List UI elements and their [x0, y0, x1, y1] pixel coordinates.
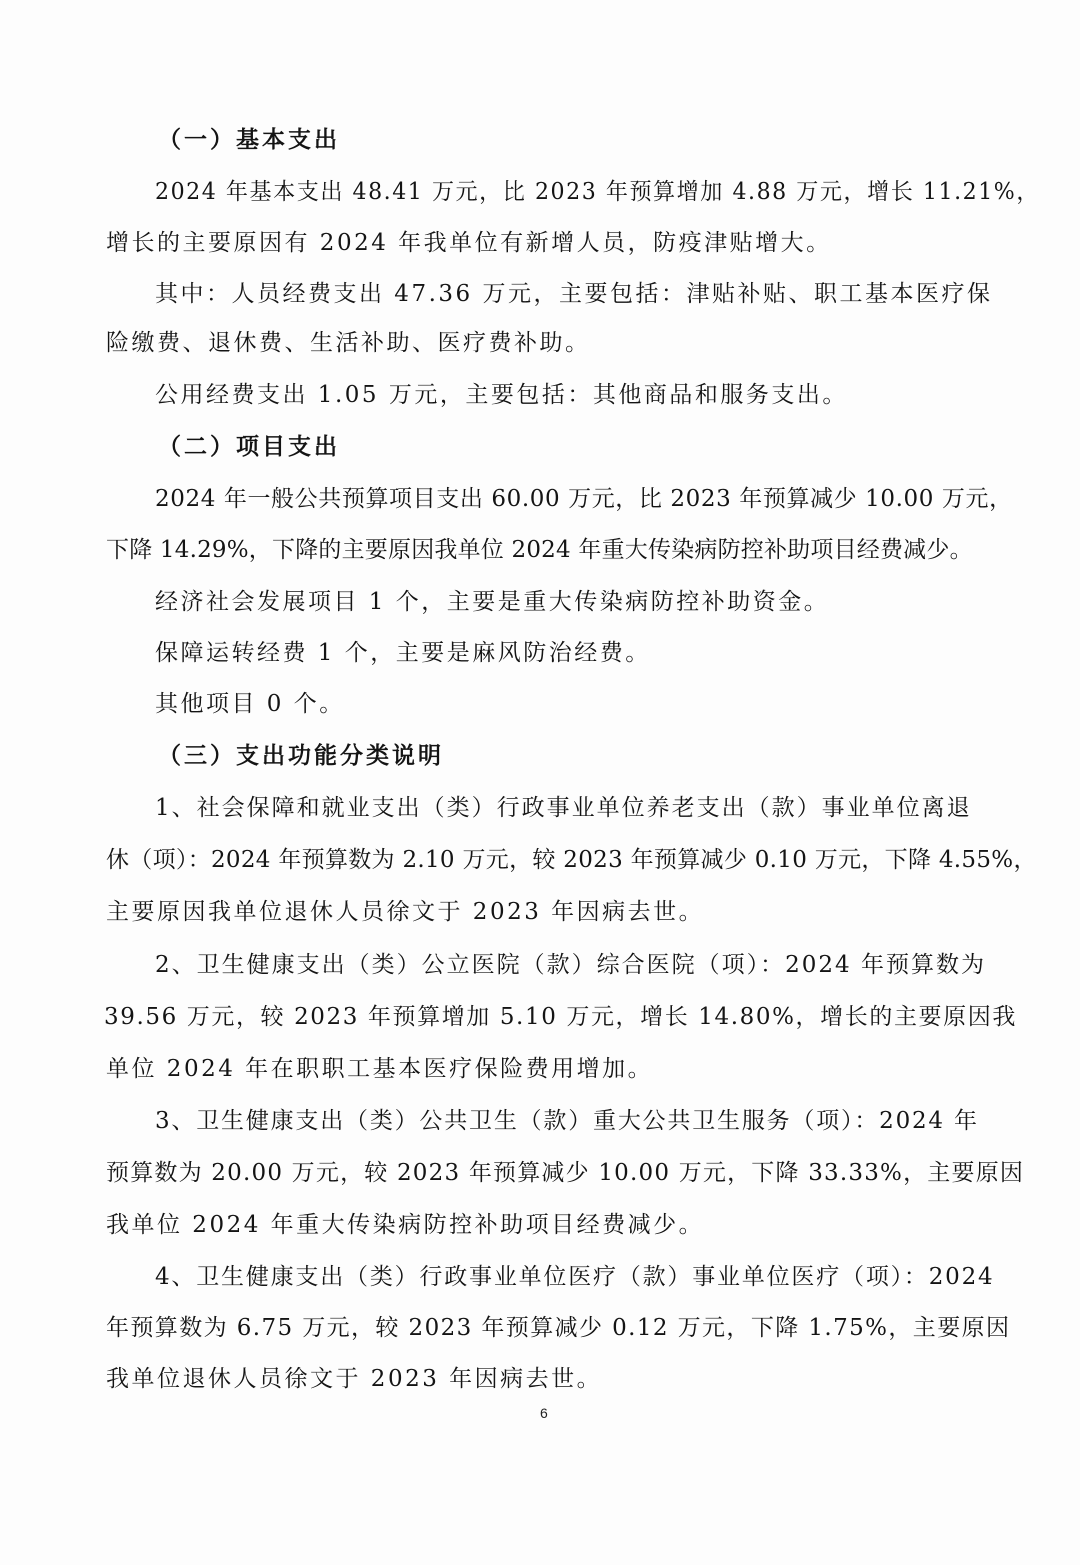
- paragraph-line: 2024 年一般公共预算项目支出 60.00 万元，比 2023 年预算减少 10.00 万元，: [155, 486, 1013, 512]
- paragraph-line: 其他项目 0 个。: [155, 691, 345, 717]
- page-number: 6: [540, 1405, 548, 1421]
- paragraph-line: 3、卫生健康支出（类）公共卫生（款）重大公共卫生服务（项）：2024 年: [155, 1108, 979, 1134]
- paragraph-line: 4、卫生健康支出（类）行政事业单位医疗（款）事业单位医疗（项）：2024: [155, 1264, 995, 1290]
- paragraph-line: 预算数为 20.00 万元，较 2023 年预算减少 10.00 万元，下降 33.33%，主要原因: [106, 1160, 1025, 1186]
- paragraph-line: 我单位退休人员徐文于 2023 年因病去世。: [106, 1366, 603, 1392]
- paragraph-line: 年预算数为 6.75 万元，较 2023 年预算减少 0.12 万元，下降 1.75%，主要原因: [106, 1315, 1011, 1341]
- paragraph-line: 39.56 万元，较 2023 年预算增加 5.10 万元，增长 14.80%，增长的主要原因我: [104, 1004, 1017, 1030]
- paragraph-line: 单位 2024 年在职职工基本医疗保险费用增加。: [106, 1056, 654, 1082]
- section-heading-project-expenditure: （二）项目支出: [158, 433, 340, 460]
- paragraph-line: 下降 14.29%，下降的主要原因我单位 2024 年重大传染病防控补助项目经费减少。: [106, 537, 973, 563]
- paragraph-line: 增长的主要原因有 2024 年我单位有新增人员，防疫津贴增大。: [106, 230, 832, 256]
- paragraph-line: 保障运转经费 1 个，主要是麻风防治经费。: [155, 640, 651, 666]
- paragraph-line: 休（项）：2024 年预算数为 2.10 万元，较 2023 年预算减少 0.10 万元，下降 4.55%，: [106, 847, 1037, 873]
- section-heading-basic-expenditure: （一）基本支出: [158, 126, 340, 153]
- paragraph-line: 2、卫生健康支出（类）公立医院（款）综合医院（项）：2024 年预算数为: [155, 952, 986, 978]
- paragraph-line: 1、社会保障和就业支出（类）行政事业单位养老支出（款）事业单位离退: [155, 795, 972, 821]
- paragraph-line: 2024 年基本支出 48.41 万元，比 2023 年预算增加 4.88 万元，增长 11.21%，: [155, 179, 1040, 205]
- paragraph-line: 险缴费、退休费、生活补助、医疗费补助。: [106, 330, 591, 356]
- paragraph-line: 经济社会发展项目 1 个，主要是重大传染病防控补助资金。: [155, 589, 830, 615]
- paragraph-line: 公用经费支出 1.05 万元，主要包括：其他商品和服务支出。: [155, 382, 848, 408]
- paragraph-line: 我单位 2024 年重大传染病防控补助项目经费减少。: [106, 1212, 705, 1238]
- section-heading-function-classification: （三）支出功能分类说明: [158, 742, 444, 769]
- paragraph-line: 其中：人员经费支出 47.36 万元，主要包括：津贴补贴、职工基本医疗保: [155, 281, 993, 307]
- paragraph-line: 主要原因我单位退休人员徐文于 2023 年因病去世。: [106, 899, 705, 925]
